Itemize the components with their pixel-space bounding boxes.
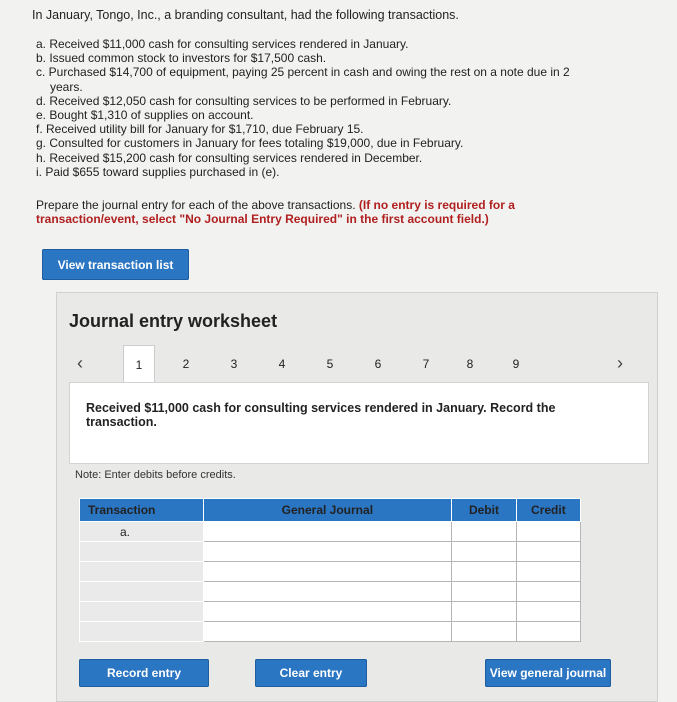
account-input[interactable] xyxy=(203,622,452,642)
transaction-item: f. Received utility bill for January for $1,710, due February 15. xyxy=(36,122,364,137)
transaction-list xyxy=(36,37,570,179)
debit-input[interactable] xyxy=(452,582,517,602)
tab-1[interactable]: 1 xyxy=(123,345,155,384)
worksheet-tabs xyxy=(69,345,639,383)
account-input[interactable] xyxy=(203,582,452,602)
table-row xyxy=(80,582,581,602)
debit-input[interactable] xyxy=(452,522,517,542)
journal-worksheet xyxy=(56,292,658,702)
instructions-bold: (If no entry is required for a transaction/event, select "No Journal Entry Required" in the first account field.) xyxy=(36,198,515,226)
credit-input[interactable] xyxy=(516,562,580,582)
view-transaction-list-button[interactable]: View transaction list xyxy=(42,249,189,280)
transaction-label xyxy=(80,622,204,642)
credit-input[interactable] xyxy=(516,542,580,562)
transaction-item: e. Bought $1,310 of supplies on account. xyxy=(36,108,254,123)
table-row xyxy=(80,562,581,582)
instructions-text: Prepare the journal entry for each of the above transactions. xyxy=(36,198,356,212)
transaction-item: d. Received $12,050 cash for consulting services to be performed in February. xyxy=(36,93,452,108)
debit-input[interactable] xyxy=(452,602,517,622)
account-input[interactable] xyxy=(203,522,452,542)
journal-table xyxy=(79,498,581,642)
tab-5[interactable]: 5 xyxy=(326,357,334,371)
transaction-item: a. Received $11,000 cash for consulting services rendered in January. xyxy=(36,37,409,51)
header-credit: Credit xyxy=(516,499,580,522)
table-row xyxy=(80,622,581,642)
header-general-journal: General Journal xyxy=(203,499,452,522)
debit-input[interactable] xyxy=(452,542,517,562)
credit-input[interactable] xyxy=(516,622,580,642)
transaction-description-box xyxy=(69,382,649,464)
transaction-item: g. Consulted for customers in January for fees totaling $19,000, due in February. xyxy=(36,136,464,151)
transaction-item-continuation: years. xyxy=(50,79,83,94)
tab-4[interactable]: 4 xyxy=(278,357,286,371)
transaction-item: b. Issued common stock to investors for $17,500 cash. xyxy=(36,51,327,66)
tab-6[interactable]: 6 xyxy=(374,357,382,371)
table-row xyxy=(80,522,581,542)
transaction-item: c. Purchased $14,700 of equipment, paying 25 percent in cash and owing the rest on a note due in 2 xyxy=(36,65,570,80)
table-row xyxy=(80,602,581,622)
instructions xyxy=(36,198,596,226)
transaction-label: a. xyxy=(80,522,204,542)
credit-input[interactable] xyxy=(516,602,580,622)
next-arrow-icon[interactable]: › xyxy=(617,353,623,373)
clear-entry-button[interactable]: Clear entry xyxy=(255,659,367,687)
debit-input[interactable] xyxy=(452,622,517,642)
transaction-item: i. Paid $655 toward supplies purchased in (e). xyxy=(36,164,280,179)
tab-3[interactable]: 3 xyxy=(230,357,238,371)
debit-input[interactable] xyxy=(452,562,517,582)
tab-7[interactable]: 7 xyxy=(422,357,430,371)
tab-9[interactable]: 9 xyxy=(512,357,520,371)
tab-2[interactable]: 2 xyxy=(182,357,190,371)
problem-intro: In January, Tongo, Inc., a branding consultant, had the following transactions. xyxy=(32,8,459,22)
transaction-label xyxy=(80,542,204,562)
note-text: Note: Enter debits before credits. xyxy=(75,469,236,481)
credit-input[interactable] xyxy=(516,522,580,542)
header-transaction: Transaction xyxy=(80,499,204,522)
account-input[interactable] xyxy=(203,562,452,582)
transaction-item: h. Received $15,200 cash for consulting services rendered in December. xyxy=(36,150,423,165)
transaction-label xyxy=(80,582,204,602)
credit-input[interactable] xyxy=(516,582,580,602)
header-debit: Debit xyxy=(452,499,517,522)
tab-8[interactable]: 8 xyxy=(466,357,474,371)
record-entry-button[interactable]: Record entry xyxy=(79,659,209,687)
table-row xyxy=(80,542,581,562)
table-header-row xyxy=(80,499,581,522)
transaction-description: Received $11,000 cash for consulting services rendered in January. Record the transaction. xyxy=(86,401,556,429)
account-input[interactable] xyxy=(203,602,452,622)
worksheet-title: Journal entry worksheet xyxy=(69,311,278,331)
transaction-label xyxy=(80,562,204,582)
account-input[interactable] xyxy=(203,542,452,562)
prev-arrow-icon[interactable]: ‹ xyxy=(77,353,83,373)
transaction-label xyxy=(80,602,204,622)
view-general-journal-button[interactable]: View general journal xyxy=(485,659,611,687)
